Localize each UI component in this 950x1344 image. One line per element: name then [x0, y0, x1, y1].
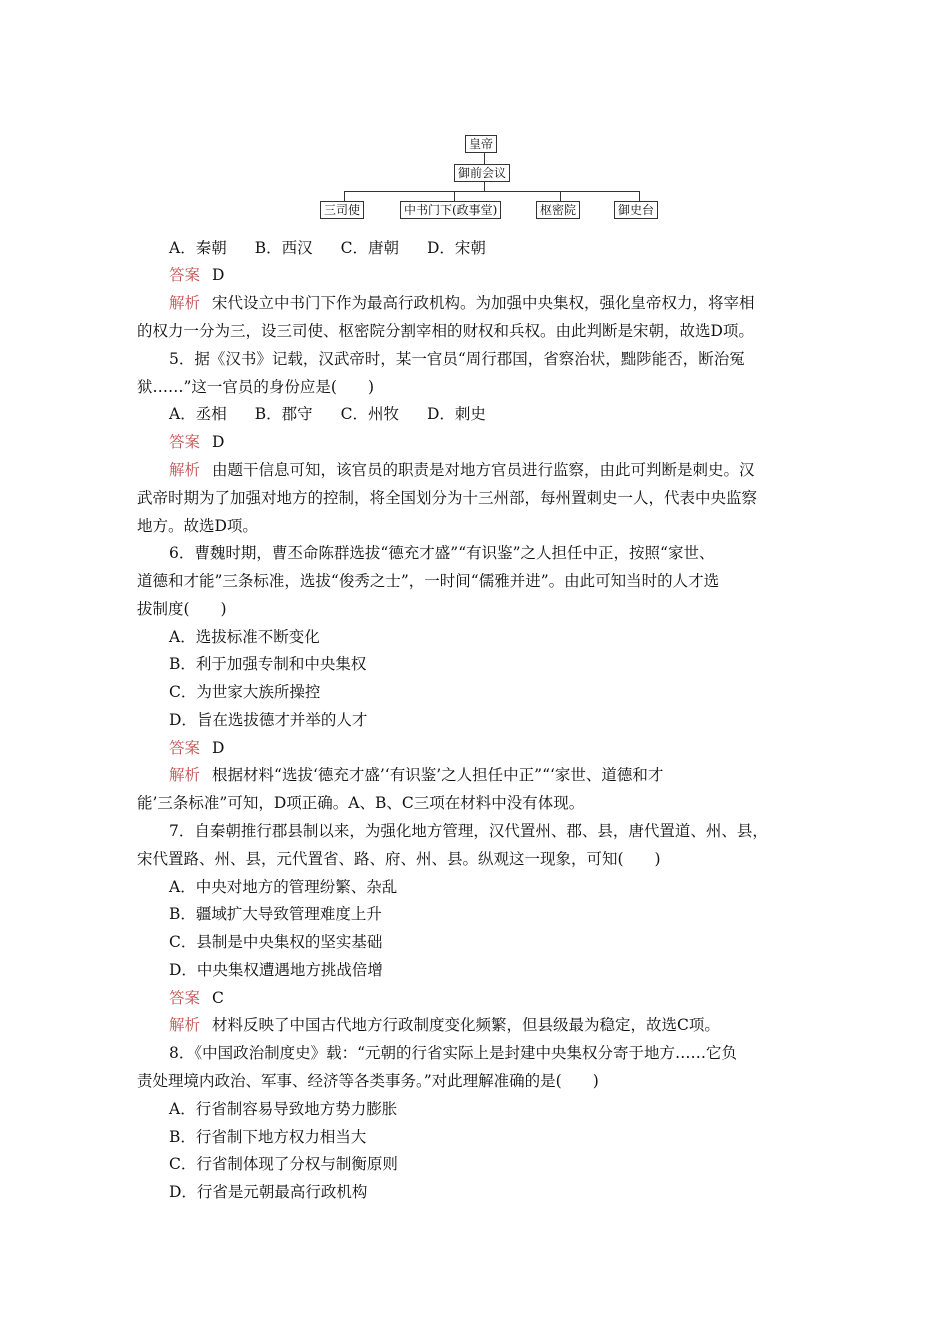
analysis-text: 能’三条标准”可知，D项正确。A、B、C三项在材料中没有体现。 [137, 794, 585, 812]
connector [639, 191, 640, 201]
q6-stem: 6．曹魏时期，曹丕命陈群选拔“德充才盛”“有识鉴”之人担任中正，按照“家世、 [169, 544, 715, 562]
analysis-text: 宋代设立中书门下作为最高行政机构。为加强中央集权，强化皇帝权力，将宰相 [212, 294, 755, 312]
analysis-text: 根据材料“选拔‘德充才盛’‘有识鉴’之人担任中正”“‘家世、道德和才 [212, 766, 664, 784]
option: D．刺史 [426, 405, 486, 423]
q5-answer [169, 432, 849, 452]
option: B．利于加强专制和中央集权 [169, 655, 367, 673]
q7-analysis [169, 1015, 849, 1035]
diagram-node-emperor: 皇帝 [465, 135, 497, 153]
connector [344, 191, 345, 201]
option: A．选拔标准不断变化 [169, 628, 320, 646]
q7-answer [169, 988, 849, 1008]
org-chart-diagram [300, 130, 680, 225]
answer-value: D [212, 739, 225, 757]
connector [560, 191, 561, 201]
q7-stem: 宋代置路、州、县，元代置省、路、府、州、县。纵观这一现象，可知( ) [137, 850, 661, 868]
option: C．为世家大族所操控 [169, 683, 321, 701]
q6-stem: 拔制度( ) [137, 600, 227, 618]
option: A．秦朝 [169, 239, 227, 257]
option: A．行省制容易导致地方势力膨胀 [169, 1100, 398, 1118]
answer-value: D [212, 433, 225, 451]
q4-answer [169, 265, 849, 285]
connector [344, 191, 640, 192]
answer-label: 答案 [169, 266, 201, 284]
analysis-text: 材料反映了中国古代地方行政制度变化频繁，但县级最为稳定，故选C项。 [212, 1016, 720, 1034]
option: C．州牧 [340, 405, 399, 423]
option: D．中央集权遭遇地方挑战倍增 [169, 961, 383, 979]
q4-options [169, 238, 849, 258]
option: A．丞相 [169, 405, 227, 423]
analysis-text: 武帝时期为了加强对地方的控制，将全国划分为十三州部，每州置刺史一人，代表中央监察 [137, 489, 758, 507]
analysis-label: 解析 [169, 294, 201, 312]
diagram-node-zhongshumenxia: 中书门下(政事堂) [400, 201, 501, 219]
diagram-node-shumiyuan: 枢密院 [536, 201, 580, 219]
option: B．行省制下地方权力相当大 [169, 1128, 367, 1146]
analysis-label: 解析 [169, 461, 201, 479]
answer-label: 答案 [169, 989, 201, 1007]
q5-stem: 狱……”这一官员的身份应是( ) [137, 378, 375, 396]
connector [484, 182, 485, 191]
diagram-node-yushitai: 御史台 [614, 201, 658, 219]
option: B．疆域扩大导致管理难度上升 [169, 905, 382, 923]
analysis-label: 解析 [169, 766, 201, 784]
option: C．县制是中央集权的坚实基础 [169, 933, 383, 951]
option: B．西汉 [254, 239, 313, 257]
answer-value: D [212, 266, 225, 284]
q5-stem: 5．据《汉书》记载，汉武帝时，某一官员“周行郡国，省察治状，黜陟能否，断治冤 [169, 350, 745, 368]
q8-stem: 责处理境内政治、军事、经济等各类事务。”对此理解准确的是( ) [137, 1072, 599, 1090]
option: C．行省制体现了分权与制衡原则 [169, 1155, 398, 1173]
diagram-node-sansishi: 三司使 [320, 201, 364, 219]
option: D．行省是元朝最高行政机构 [169, 1183, 368, 1201]
diagram-node-council: 御前会议 [454, 164, 510, 182]
option: A．中央对地方的管理纷繁、杂乱 [169, 878, 398, 896]
analysis-text: 的权力一分为三，设三司使、枢密院分割宰相的财权和兵权。由此判断是宋朝，故选D项。 [137, 322, 754, 340]
analysis-text: 由题干信息可知，该官员的职责是对地方官员进行监察，由此可判断是刺史。汉 [212, 461, 755, 479]
q7-stem: 7．自秦朝推行郡县制以来，为强化地方管理，汉代置州、郡、县，唐代置道、州、县， [169, 822, 768, 840]
option: C．唐朝 [340, 239, 399, 257]
q6-answer [169, 738, 849, 758]
q6-stem: 道德和才能”三条标准，选拔“俊秀之士”，一时间“儒雅并进”。由此可知当时的人才选 [137, 572, 720, 590]
q5-options [169, 404, 849, 424]
connector [484, 153, 485, 164]
q5-analysis [169, 460, 849, 480]
answer-label: 答案 [169, 739, 201, 757]
option: B．郡守 [254, 405, 313, 423]
option: D．宋朝 [426, 239, 486, 257]
answer-label: 答案 [169, 433, 201, 451]
answer-value: C [212, 989, 224, 1007]
q4-analysis [169, 293, 849, 313]
q6-analysis [169, 765, 849, 785]
connector [454, 191, 455, 201]
analysis-text: 地方。故选D项。 [137, 517, 258, 535]
option: D．旨在选拔德才并举的人才 [169, 711, 368, 729]
q8-stem: 8．《中国政治制度史》载：“元朝的行省实际上是封建中央集权分寄于地方……它负 [169, 1044, 738, 1062]
analysis-label: 解析 [169, 1016, 201, 1034]
